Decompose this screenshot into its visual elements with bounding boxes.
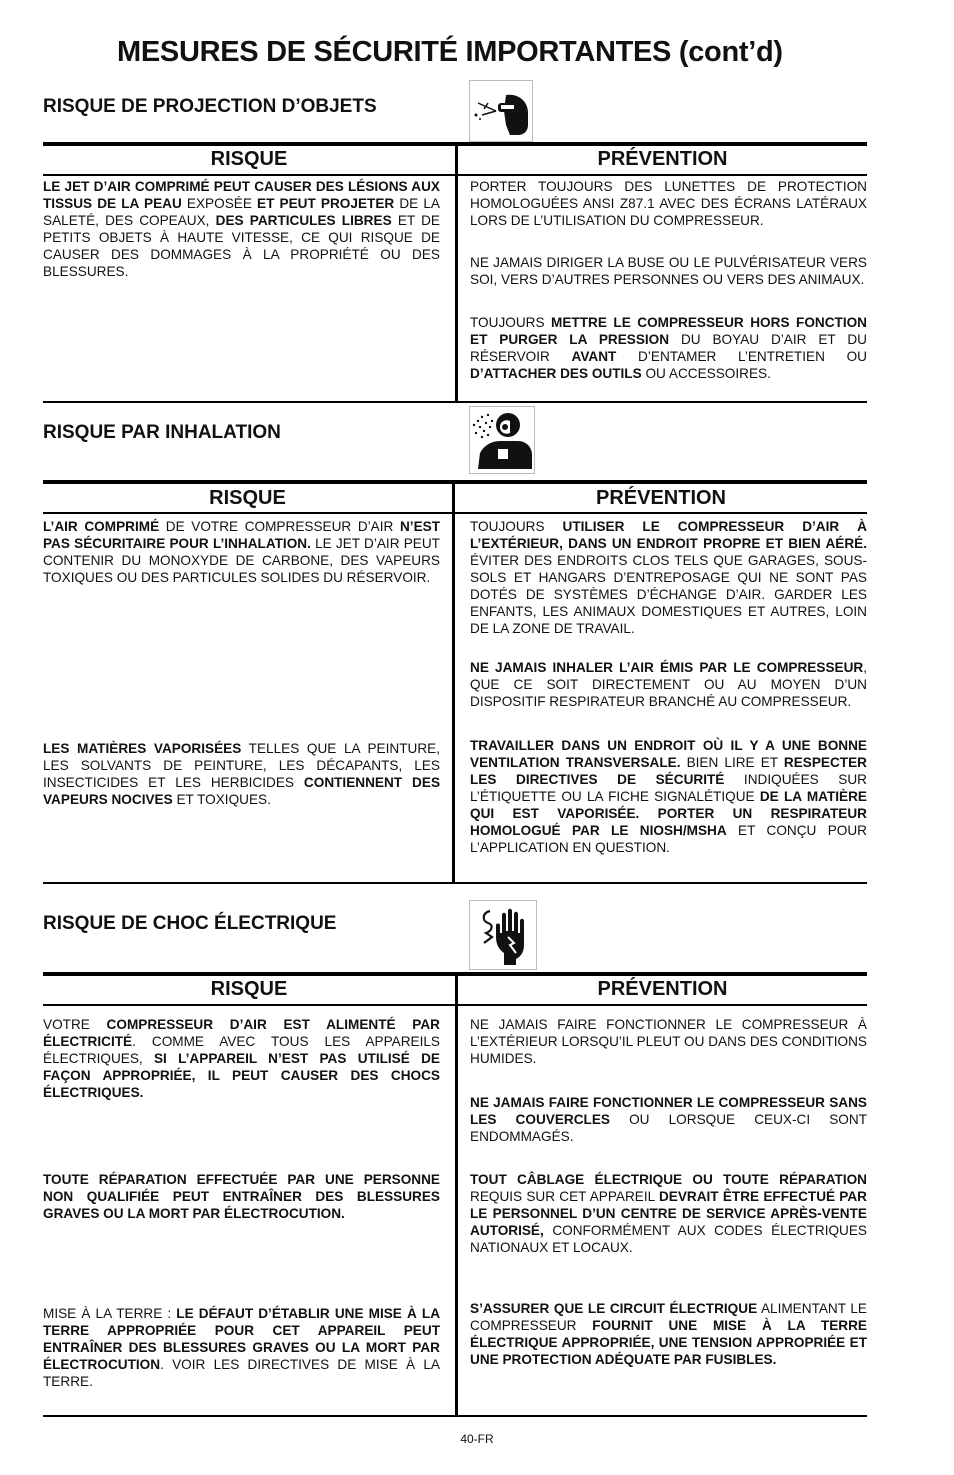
table-bottom-rule — [43, 1415, 867, 1417]
prevention-paragraph — [470, 254, 867, 288]
text-run: ALIMENTANT LE COMPRESSEUR — [470, 1301, 867, 1333]
risk-paragraph — [43, 740, 440, 808]
risk-paragraph — [43, 1171, 440, 1222]
risk-text — [43, 1171, 440, 1222]
text-run: . VOIR LES DIRECTIVES DE MISE À LA TERRE. — [43, 1357, 440, 1389]
text-run: PORTER TOUJOURS DES LUNETTES DE PROTECTION HOMOLOGUÉES ANSI Z87.1 AVEC DES ÉCRANS LATÉRAUX LORS DE L’UTILISATION DU COMPRESSEUR. — [470, 179, 867, 228]
risk-text — [43, 1016, 440, 1101]
text-run: NE JAMAIS FAIRE FONCTIONNER LE COMPRESSEUR À L’EXTÉRIEUR LORSQU’IL PLEUT OU DANS DES CONDITIONS HUMIDES. — [470, 1017, 867, 1066]
electric-shock-hand-icon — [469, 900, 537, 970]
bold-text-run: L’AIR COMPRIMÉ — [43, 519, 160, 534]
risk-text — [43, 518, 440, 586]
text-run: D’ENTAMER L’ENTRETIEN OU — [616, 349, 867, 364]
text-run: MISE À LA TERRE : — [43, 1306, 177, 1321]
eye-protection-icon — [469, 80, 533, 142]
column-header-prevention: PRÉVENTION — [597, 978, 728, 1000]
text-run: ÉVITER DES ENDROITS CLOS TELS QUE GARAGES, SOUS-SOLS ET HANGARS D’ENTREPOSAGE QUI NE SONT PAS DOTÉS DE SYSTÈMES D’ÉCHANGE D’AIR. GARDER LES ENFANTS, LES ANIMAUX DOMESTIQUES ET AUTRES, LOIN DE LA ZONE DE TRAVAIL. — [470, 553, 867, 636]
bold-text-run: TOUTE RÉPARATION EFFECTUÉE PAR UNE PERSONNE NON QUALIFIÉE PEUT ENTRAÎNER DES BLESSURES GRAVES OU LA MORT PAR ÉLECTROCUTION. — [43, 1172, 440, 1221]
text-run: BIEN LIRE ET — [680, 755, 784, 770]
prevention-text — [470, 1016, 867, 1067]
bold-text-run: DE LA MATIÈRE QUI EST VAPORISÉE. PORTER UN RESPIRATEUR HOMOLOGUÉ PAR LE NIOSH/MSHA — [470, 789, 867, 838]
prevention-text — [470, 737, 867, 856]
page-title: MESURES DE SÉCURITÉ IMPORTANTES (cont’d) — [117, 36, 783, 68]
text-run: ET CONÇU POUR L’APPLICATION EN QUESTION. — [470, 823, 868, 855]
prevention-text — [470, 314, 867, 382]
risk-paragraph — [43, 178, 440, 280]
bold-text-run: AVANT — [571, 349, 617, 364]
section-title-projection: RISQUE DE PROJECTION D’OBJETS — [43, 96, 377, 117]
prevention-text — [470, 659, 867, 710]
column-divider — [455, 976, 458, 1416]
table-top-rule — [43, 480, 867, 484]
bold-text-run: ET PEUT PROJETER — [257, 196, 395, 211]
column-header-risque: RISQUE — [210, 978, 288, 1000]
prevention-paragraph — [470, 178, 867, 229]
risk-paragraph — [43, 1305, 440, 1390]
bold-text-run: NE JAMAIS INHALER L’AIR ÉMIS PAR LE COMPRESSEUR — [470, 660, 864, 675]
bold-text-run: S’ASSURER QUE LE CIRCUIT ÉLECTRIQUE — [470, 1301, 758, 1316]
prevention-paragraph — [470, 1171, 867, 1256]
section-title-inhalation: RISQUE PAR INHALATION — [43, 422, 281, 443]
prevention-paragraph — [470, 518, 867, 637]
text-run: REQUIS SUR CET APPAREIL — [470, 1189, 659, 1204]
bold-text-run: CONTIENNENT DES VAPEURS NOCIVES — [43, 775, 441, 807]
table-bottom-rule — [43, 401, 867, 403]
bold-text-run: DEVRAIT ÊTRE EFFECTUÉ PAR LE PERSONNEL D’UN CENTRE DE SERVICE APRÈS-VENTE AUTORISÉ, — [470, 1189, 868, 1238]
text-run: ET TOXIQUES. — [172, 792, 271, 807]
bold-text-run: UTILISER LE COMPRESSEUR D’AIR À L’EXTÉRIEUR, DANS UN ENDROIT PROPRE ET BIEN AÉRÉ. — [470, 519, 868, 551]
bold-text-run: COMPRESSEUR D’AIR EST ALIMENTÉ PAR ÉLECTRICITÉ — [43, 1017, 440, 1049]
page-number: 40-FR — [460, 1432, 494, 1446]
bold-text-run: NE JAMAIS FAIRE FONCTIONNER LE COMPRESSEUR SANS LES COUVERCLES — [470, 1095, 867, 1127]
prevention-paragraph — [470, 1300, 867, 1368]
text-run: OU LORSQUE CEUX-CI SONT ENDOMMAGÉS. — [470, 1112, 867, 1144]
prevention-paragraph — [470, 1016, 867, 1067]
prevention-text — [470, 518, 867, 637]
text-run: VOTRE — [43, 1017, 107, 1032]
text-run: . COMME AVEC TOUS LES APPAREILS ÉLECTRIQUES, — [43, 1034, 440, 1066]
header-rule — [43, 512, 867, 514]
column-header-risque: RISQUE — [210, 148, 288, 170]
risk-text — [43, 740, 440, 808]
bold-text-run: TOUT CÂBLAGE ÉLECTRIQUE OU TOUTE RÉPARATION — [470, 1172, 867, 1187]
prevention-text — [470, 1171, 867, 1256]
bold-text-run: METTRE LE COMPRESSEUR HORS FONCTION ET PURGER LA PRESSION — [470, 315, 867, 347]
prevention-text — [470, 1094, 867, 1145]
bold-text-run: DES PARTICULES LIBRES — [215, 213, 392, 228]
text-run: OU ACCESSOIRES. — [641, 366, 771, 381]
text-run: NE JAMAIS DIRIGER LA BUSE OU LE PULVÉRISATEUR VERS SOI, VERS D’AUTRES PERSONNES OU VERS DES ANIMAUX. — [470, 255, 867, 287]
text-run: INDIQUÉES SUR L’ÉTIQUETTE OU LA FICHE SIGNALÉTIQUE — [470, 772, 867, 804]
bold-text-run: FOURNIT UNE MISE À LA TERRE ÉLECTRIQUE APPROPRIÉE, UNE TENSION APPROPRIÉE ET UNE PROTECTION ADÉQUATE PAR FUSIBLES. — [470, 1318, 868, 1367]
text-run: TOUJOURS — [470, 519, 563, 534]
text-run: DE LA SALETÉ, DES COPEAUX, — [43, 196, 440, 228]
prevention-text — [470, 1300, 867, 1368]
column-header-risque: RISQUE — [209, 487, 286, 509]
prevention-paragraph — [470, 314, 867, 382]
column-header-prevention: PRÉVENTION — [595, 487, 727, 509]
bold-text-run: N’EST PAS SÉCURITAIRE POUR L’INHALATION. — [43, 519, 440, 551]
bold-text-run: D’ATTACHER DES OUTILS — [470, 366, 642, 381]
prevention-text — [470, 254, 867, 288]
prevention-paragraph — [470, 659, 867, 710]
prevention-paragraph — [470, 1094, 867, 1145]
respirator-icon — [469, 406, 535, 474]
bold-text-run: LE DÉFAUT D’ÉTABLIR UNE MISE À LA TERRE APPROPRIÉE POUR CET APPAREIL PEUT ENTRAÎNER DES BLESSURES GRAVES OU LA MORT PAR ÉLECTROCUTION — [43, 1306, 441, 1372]
bold-text-run: LES MATIÈRES VAPORISÉES — [43, 741, 242, 756]
column-divider — [452, 484, 455, 884]
column-divider — [455, 146, 458, 402]
bold-text-run: TRAVAILLER DANS UN ENDROIT OÙ IL Y A UNE BONNE VENTILATION TRANSVERSALE. — [470, 738, 867, 770]
bold-text-run: LE JET D’AIR COMPRIMÉ PEUT CAUSER DES LÉSIONS AUX TISSUS DE LA PEAU — [43, 179, 440, 211]
text-run: ET DE PETITS OBJETS À HAUTE VITESSE, CE QUI RISQUE DE CAUSER DES DOMMAGES À LA PROPRIÉTÉ OU DES BLESSURES. — [43, 213, 440, 279]
text-run: CONFORMÉMENT AUX CODES ÉLECTRIQUES NATIONAUX ET LOCAUX. — [470, 1223, 867, 1255]
text-run: EXPOSÉE — [181, 196, 258, 211]
bold-text-run: RESPECTER LES DIRECTIVES DE SÉCURITÉ — [470, 755, 867, 787]
prevention-text — [470, 178, 867, 229]
prevention-paragraph — [470, 737, 867, 856]
text-run: TELLES QUE LA PEINTURE, LES SOLVANTS DE PEINTURE, LES DÉCAPANTS, LES INSECTICIDES ET LES HERBICIDES — [43, 741, 440, 790]
risk-paragraph — [43, 518, 440, 586]
risk-paragraph — [43, 1016, 440, 1101]
text-run: TOUJOURS — [470, 315, 552, 330]
text-run: , QUE CE SOIT DIRECTEMENT OU AU MOYEN D’UN DISPOSITIF RESPIRATEUR BRANCHÉ AU COMPRESSEUR. — [470, 660, 867, 709]
text-run: DU BOYAU D’AIR ET DU RÉSERVOIR — [470, 332, 868, 364]
section-title-electric: RISQUE DE CHOC ÉLECTRIQUE — [43, 913, 337, 934]
risk-text — [43, 1305, 440, 1390]
text-run: DE VOTRE COMPRESSEUR D’AIR — [159, 519, 400, 534]
column-header-prevention: PRÉVENTION — [597, 148, 728, 170]
text-run: LE JET D’AIR PEUT CONTENIR DU MONOXYDE DE CARBONE, DES VAPEURS TOXIQUES OU DES PARTICULES SOLIDES DU RÉSERVOIR. — [43, 536, 440, 585]
bold-text-run: SI L’APPAREIL N’EST PAS UTILISÉ DE FAÇON APPROPRIÉE, IL PEUT CAUSER DES CHOCS ÉLECTRIQUES. — [43, 1051, 440, 1100]
risk-text — [43, 178, 440, 280]
table-bottom-rule — [43, 882, 867, 884]
